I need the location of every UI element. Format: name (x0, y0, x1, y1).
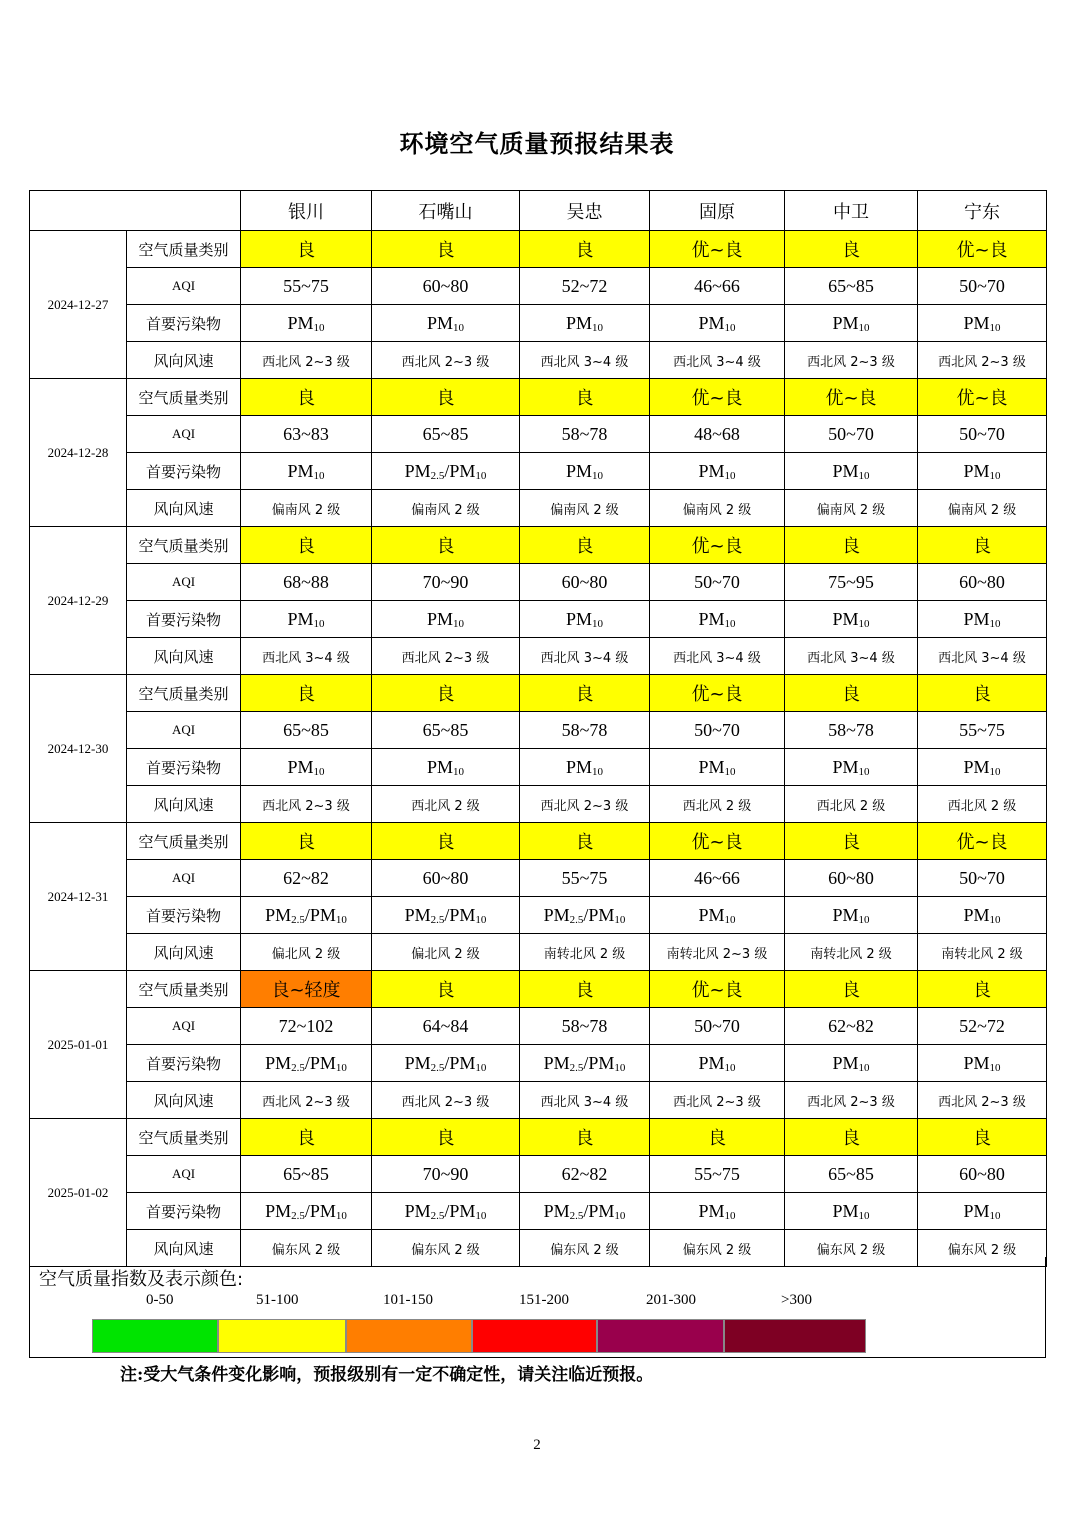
aqi-range-cell: 70~90 (372, 1156, 520, 1193)
forecast-date: 2024-12-29 (30, 527, 127, 675)
air-quality-category-cell: 优~良 (918, 231, 1047, 268)
wind-cell: 西北风 2 级 (918, 786, 1047, 823)
forecast-row-pollutant (30, 1193, 1047, 1230)
page-title: 环境空气质量预报结果表 (399, 129, 675, 158)
forecast-row-category (30, 231, 1047, 268)
air-quality-category-cell: 良 (520, 675, 650, 712)
city-header: 固原 (650, 191, 785, 231)
aqi-range-cell: 58~78 (520, 712, 650, 749)
row-label-pollutant: 首要污染物 (127, 453, 241, 490)
primary-pollutant-cell: $PM_{10}$ (918, 1045, 1047, 1082)
aqi-range-cell: 60~80 (372, 268, 520, 305)
aqi-range-cell: 72~102 (241, 1008, 372, 1045)
primary-pollutant-cell: $PM_{10}$ (918, 749, 1047, 786)
forecast-row-wind (30, 490, 1047, 527)
aqi-range-cell: 60~80 (372, 860, 520, 897)
primary-pollutant-cell: $PM_{10}$ (785, 453, 918, 490)
primary-pollutant-cell: $PM_{10}$ (372, 601, 520, 638)
row-label-pollutant: 首要污染物 (127, 1193, 241, 1230)
primary-pollutant-cell: $PM_{2.5}/PM_{10}$ (372, 1045, 520, 1082)
aqi-range-cell: 60~80 (520, 564, 650, 601)
air-quality-category-cell: 优~良 (650, 971, 785, 1008)
primary-pollutant-cell: $PM_{10}$ (650, 305, 785, 342)
primary-pollutant-cell: $PM_{10}$ (520, 749, 650, 786)
row-label-category: 空气质量类别 (127, 231, 241, 268)
aqi-range-cell: 48~68 (650, 416, 785, 453)
aqi-range-cell: 65~85 (372, 712, 520, 749)
primary-pollutant-cell: $PM_{10}$ (520, 601, 650, 638)
legend-title: 空气质量指数及表示颜色: (39, 1269, 244, 1290)
wind-cell: 西北风 2 级 (785, 786, 918, 823)
forecast-date: 2024-12-31 (30, 823, 127, 971)
air-quality-category-cell: 优~良 (650, 527, 785, 564)
row-label-category: 空气质量类别 (127, 1119, 241, 1156)
aqi-range-cell: 50~70 (650, 564, 785, 601)
aqi-range-cell: 65~85 (785, 1156, 918, 1193)
air-quality-category-cell: 良 (918, 675, 1047, 712)
row-label-aqi: AQI (127, 268, 241, 305)
row-label-aqi: AQI (127, 712, 241, 749)
forecast-row-wind (30, 934, 1047, 971)
wind-cell: 偏南风 2 级 (520, 490, 650, 527)
legend-range-label: 0-50 (146, 1292, 174, 1308)
wind-cell: 西北风 2~3 级 (785, 342, 918, 379)
legend-range-label: 201-300 (646, 1292, 696, 1308)
forecast-row-pollutant (30, 749, 1047, 786)
wind-cell: 西北风 3~4 级 (520, 638, 650, 675)
air-quality-category-cell: 良 (520, 823, 650, 860)
air-quality-category-cell: 良 (785, 527, 918, 564)
primary-pollutant-cell: $PM_{10}$ (650, 1045, 785, 1082)
wind-cell: 偏东风 2 级 (241, 1230, 372, 1267)
air-quality-category-cell: 良 (372, 1119, 520, 1156)
aqi-range-cell: 55~75 (650, 1156, 785, 1193)
primary-pollutant-cell: $PM_{2.5}/PM_{10}$ (241, 1193, 372, 1230)
legend-swatch-heavy (597, 1319, 724, 1353)
air-quality-category-cell: 良 (372, 675, 520, 712)
wind-cell: 西北风 3~4 级 (650, 342, 785, 379)
wind-cell: 西北风 2~3 级 (650, 1082, 785, 1119)
air-quality-category-cell: 良 (520, 971, 650, 1008)
aqi-range-cell: 50~70 (918, 860, 1047, 897)
wind-cell: 南转北风 2 级 (918, 934, 1047, 971)
row-label-wind: 风向风速 (127, 786, 241, 823)
row-label-category: 空气质量类别 (127, 971, 241, 1008)
forecast-row-category (30, 527, 1047, 564)
city-header: 宁东 (918, 191, 1047, 231)
header-corner-cell (30, 191, 241, 231)
wind-cell: 偏北风 2 级 (372, 934, 520, 971)
air-quality-category-cell: 良 (372, 823, 520, 860)
wind-cell: 偏南风 2 级 (241, 490, 372, 527)
primary-pollutant-cell: $PM_{2.5}/PM_{10}$ (520, 1193, 650, 1230)
primary-pollutant-cell: $PM_{2.5}/PM_{10}$ (520, 1045, 650, 1082)
legend-swatch-light (346, 1319, 472, 1353)
aqi-range-cell: 62~82 (785, 1008, 918, 1045)
air-quality-category-cell: 良~轻度 (241, 971, 372, 1008)
forecast-row-category (30, 379, 1047, 416)
forecast-row-category (30, 675, 1047, 712)
air-quality-category-cell: 优~良 (650, 823, 785, 860)
primary-pollutant-cell: $PM_{2.5}/PM_{10}$ (241, 897, 372, 934)
wind-cell: 西北风 3~4 级 (918, 638, 1047, 675)
wind-cell: 南转北风 2~3 级 (650, 934, 785, 971)
aqi-range-cell: 63~83 (241, 416, 372, 453)
air-quality-category-cell: 良 (520, 379, 650, 416)
legend-range-label: 51-100 (256, 1292, 299, 1308)
wind-cell: 西北风 2~3 级 (372, 342, 520, 379)
wind-cell: 偏南风 2 级 (918, 490, 1047, 527)
row-label-pollutant: 首要污染物 (127, 897, 241, 934)
primary-pollutant-cell: $PM_{2.5}/PM_{10}$ (372, 453, 520, 490)
primary-pollutant-cell: $PM_{10}$ (785, 897, 918, 934)
aqi-range-cell: 46~66 (650, 268, 785, 305)
row-label-pollutant: 首要污染物 (127, 749, 241, 786)
primary-pollutant-cell: $PM_{10}$ (785, 1193, 918, 1230)
aqi-range-cell: 65~85 (372, 416, 520, 453)
forecast-row-aqi (30, 1156, 1047, 1193)
primary-pollutant-cell: $PM_{10}$ (785, 749, 918, 786)
legend-swatch-medium (472, 1319, 597, 1353)
row-label-pollutant: 首要污染物 (127, 1045, 241, 1082)
forecast-row-aqi (30, 268, 1047, 305)
row-label-aqi: AQI (127, 564, 241, 601)
forecast-row-aqi (30, 1008, 1047, 1045)
air-quality-category-cell: 良 (241, 379, 372, 416)
air-quality-category-cell: 良 (372, 231, 520, 268)
aqi-range-cell: 46~66 (650, 860, 785, 897)
primary-pollutant-cell: $PM_{10}$ (650, 897, 785, 934)
city-header: 吴忠 (520, 191, 650, 231)
forecast-table (29, 190, 1047, 1267)
row-label-category: 空气质量类别 (127, 823, 241, 860)
wind-cell: 西北风 2~3 级 (918, 1082, 1047, 1119)
aqi-range-cell: 50~70 (650, 1008, 785, 1045)
row-label-wind: 风向风速 (127, 638, 241, 675)
primary-pollutant-cell: $PM_{10}$ (785, 305, 918, 342)
primary-pollutant-cell: $PM_{2.5}/PM_{10}$ (241, 1045, 372, 1082)
air-quality-category-cell: 优~良 (650, 379, 785, 416)
air-quality-category-cell: 良 (785, 823, 918, 860)
legend-swatch-severe (724, 1319, 866, 1353)
aqi-range-cell: 60~80 (785, 860, 918, 897)
primary-pollutant-cell: $PM_{2.5}/PM_{10}$ (520, 897, 650, 934)
wind-cell: 西北风 3~4 级 (520, 342, 650, 379)
aqi-range-cell: 52~72 (520, 268, 650, 305)
primary-pollutant-cell: $PM_{10}$ (785, 601, 918, 638)
legend-swatch-moderate (218, 1319, 346, 1353)
wind-cell: 偏东风 2 级 (918, 1230, 1047, 1267)
row-label-aqi: AQI (127, 1156, 241, 1193)
row-label-wind: 风向风速 (127, 1230, 241, 1267)
primary-pollutant-cell: $PM_{10}$ (241, 453, 372, 490)
primary-pollutant-cell: $PM_{10}$ (372, 305, 520, 342)
aqi-range-cell: 65~85 (241, 712, 372, 749)
row-label-aqi: AQI (127, 1008, 241, 1045)
wind-cell: 偏东风 2 级 (520, 1230, 650, 1267)
aqi-range-cell: 62~82 (241, 860, 372, 897)
wind-cell: 南转北风 2 级 (520, 934, 650, 971)
air-quality-category-cell: 良 (520, 1119, 650, 1156)
legend-range-label: >300 (781, 1292, 812, 1308)
forecast-date: 2024-12-28 (30, 379, 127, 527)
row-label-category: 空气质量类别 (127, 675, 241, 712)
aqi-range-cell: 58~78 (520, 1008, 650, 1045)
primary-pollutant-cell: $PM_{10}$ (241, 305, 372, 342)
row-label-pollutant: 首要污染物 (127, 305, 241, 342)
wind-cell: 西北风 3~4 级 (650, 638, 785, 675)
air-quality-category-cell: 优~良 (650, 231, 785, 268)
forecast-row-pollutant (30, 305, 1047, 342)
primary-pollutant-cell: $PM_{10}$ (785, 1045, 918, 1082)
wind-cell: 偏东风 2 级 (650, 1230, 785, 1267)
primary-pollutant-cell: $PM_{10}$ (918, 1193, 1047, 1230)
forecast-row-wind (30, 342, 1047, 379)
legend-range-label: 101-150 (383, 1292, 433, 1308)
row-label-wind: 风向风速 (127, 1082, 241, 1119)
air-quality-category-cell: 优~良 (918, 379, 1047, 416)
forecast-row-pollutant (30, 453, 1047, 490)
wind-cell: 西北风 3~4 级 (785, 638, 918, 675)
primary-pollutant-cell: $PM_{10}$ (241, 749, 372, 786)
forecast-row-wind (30, 638, 1047, 675)
aqi-range-cell: 50~70 (918, 268, 1047, 305)
city-header: 银川 (241, 191, 372, 231)
aqi-range-cell: 64~84 (372, 1008, 520, 1045)
row-label-pollutant: 首要污染物 (127, 601, 241, 638)
forecast-note: 注:受大气条件变化影响，预报级别有一定不确定性，请关注临近预报。 (120, 1365, 654, 1385)
air-quality-category-cell: 良 (372, 379, 520, 416)
row-label-category: 空气质量类别 (127, 527, 241, 564)
row-label-wind: 风向风速 (127, 934, 241, 971)
aqi-range-cell: 75~95 (785, 564, 918, 601)
air-quality-category-cell: 良 (241, 823, 372, 860)
primary-pollutant-cell: $PM_{10}$ (650, 749, 785, 786)
legend-range-label: 151-200 (519, 1292, 569, 1308)
row-label-wind: 风向风速 (127, 342, 241, 379)
forecast-row-aqi (30, 712, 1047, 749)
row-label-aqi: AQI (127, 860, 241, 897)
primary-pollutant-cell: $PM_{10}$ (918, 453, 1047, 490)
forecast-row-aqi (30, 564, 1047, 601)
forecast-row-category (30, 1119, 1047, 1156)
primary-pollutant-cell: $PM_{10}$ (918, 897, 1047, 934)
forecast-date: 2025-01-01 (30, 971, 127, 1119)
legend-swatch-good (92, 1319, 218, 1353)
primary-pollutant-cell: $PM_{10}$ (650, 453, 785, 490)
city-header: 中卫 (785, 191, 918, 231)
row-label-aqi: AQI (127, 416, 241, 453)
forecast-row-wind (30, 1082, 1047, 1119)
forecast-row-pollutant (30, 601, 1047, 638)
aqi-range-cell: 70~90 (372, 564, 520, 601)
forecast-row-category (30, 971, 1047, 1008)
aqi-range-cell: 50~70 (918, 416, 1047, 453)
primary-pollutant-cell: $PM_{10}$ (520, 305, 650, 342)
primary-pollutant-cell: $PM_{10}$ (520, 453, 650, 490)
aqi-range-cell: 55~75 (918, 712, 1047, 749)
wind-cell: 西北风 2~3 级 (372, 1082, 520, 1119)
aqi-range-cell: 65~85 (785, 268, 918, 305)
aqi-range-cell: 55~75 (520, 860, 650, 897)
city-header: 石嘴山 (372, 191, 520, 231)
air-quality-category-cell: 良 (918, 527, 1047, 564)
forecast-row-pollutant (30, 897, 1047, 934)
aqi-range-cell: 68~88 (241, 564, 372, 601)
air-quality-category-cell: 良 (241, 675, 372, 712)
wind-cell: 西北风 2~3 级 (241, 786, 372, 823)
primary-pollutant-cell: $PM_{10}$ (372, 749, 520, 786)
air-quality-category-cell: 良 (520, 231, 650, 268)
forecast-row-aqi (30, 416, 1047, 453)
forecast-date: 2024-12-30 (30, 675, 127, 823)
air-quality-category-cell: 良 (241, 527, 372, 564)
wind-cell: 西北风 3~4 级 (520, 1082, 650, 1119)
wind-cell: 偏南风 2 级 (650, 490, 785, 527)
wind-cell: 偏南风 2 级 (372, 490, 520, 527)
aqi-range-cell: 58~78 (520, 416, 650, 453)
primary-pollutant-cell: $PM_{10}$ (241, 601, 372, 638)
forecast-date: 2024-12-27 (30, 231, 127, 379)
air-quality-category-cell: 优~良 (918, 823, 1047, 860)
wind-cell: 偏南风 2 级 (785, 490, 918, 527)
forecast-row-pollutant (30, 1045, 1047, 1082)
header-row (30, 191, 1047, 231)
wind-cell: 西北风 2~3 级 (241, 342, 372, 379)
wind-cell: 偏东风 2 级 (372, 1230, 520, 1267)
wind-cell: 偏东风 2 级 (785, 1230, 918, 1267)
page-number: 2 (533, 1437, 541, 1453)
primary-pollutant-cell: $PM_{2.5}/PM_{10}$ (372, 1193, 520, 1230)
aqi-range-cell: 52~72 (918, 1008, 1047, 1045)
aqi-range-cell: 58~78 (785, 712, 918, 749)
air-quality-category-cell: 良 (918, 971, 1047, 1008)
wind-cell: 西北风 2~3 级 (241, 1082, 372, 1119)
row-label-wind: 风向风速 (127, 490, 241, 527)
aqi-range-cell: 60~80 (918, 564, 1047, 601)
aqi-range-cell: 55~75 (241, 268, 372, 305)
primary-pollutant-cell: $PM_{10}$ (650, 1193, 785, 1230)
air-quality-category-cell: 良 (918, 1119, 1047, 1156)
aqi-range-cell: 65~85 (241, 1156, 372, 1193)
forecast-row-aqi (30, 860, 1047, 897)
air-quality-category-cell: 良 (372, 971, 520, 1008)
primary-pollutant-cell: $PM_{10}$ (650, 601, 785, 638)
air-quality-category-cell: 良 (785, 971, 918, 1008)
row-label-category: 空气质量类别 (127, 379, 241, 416)
forecast-row-wind (30, 786, 1047, 823)
aqi-range-cell: 50~70 (650, 712, 785, 749)
air-quality-category-cell: 良 (241, 1119, 372, 1156)
aqi-range-cell: 60~80 (918, 1156, 1047, 1193)
wind-cell: 西北风 2~3 级 (520, 786, 650, 823)
wind-cell: 西北风 2~3 级 (918, 342, 1047, 379)
wind-cell: 西北风 2~3 级 (785, 1082, 918, 1119)
air-quality-category-cell: 良 (785, 231, 918, 268)
aqi-color-legend (29, 1257, 1046, 1358)
air-quality-category-cell: 良 (785, 675, 918, 712)
wind-cell: 南转北风 2 级 (785, 934, 918, 971)
air-quality-category-cell: 优~良 (650, 675, 785, 712)
air-quality-category-cell: 良 (241, 231, 372, 268)
air-quality-category-cell: 良 (372, 527, 520, 564)
forecast-date: 2025-01-02 (30, 1119, 127, 1267)
aqi-range-cell: 50~70 (785, 416, 918, 453)
air-quality-category-cell: 良 (785, 1119, 918, 1156)
wind-cell: 西北风 3~4 级 (241, 638, 372, 675)
forecast-row-category (30, 823, 1047, 860)
wind-cell: 西北风 2~3 级 (372, 638, 520, 675)
primary-pollutant-cell: $PM_{10}$ (918, 305, 1047, 342)
primary-pollutant-cell: $PM_{2.5}/PM_{10}$ (372, 897, 520, 934)
wind-cell: 偏北风 2 级 (241, 934, 372, 971)
air-quality-category-cell: 优~良 (785, 379, 918, 416)
wind-cell: 西北风 2 级 (650, 786, 785, 823)
air-quality-category-cell: 良 (520, 527, 650, 564)
primary-pollutant-cell: $PM_{10}$ (918, 601, 1047, 638)
wind-cell: 西北风 2 级 (372, 786, 520, 823)
air-quality-category-cell: 良 (650, 1119, 785, 1156)
aqi-range-cell: 62~82 (520, 1156, 650, 1193)
